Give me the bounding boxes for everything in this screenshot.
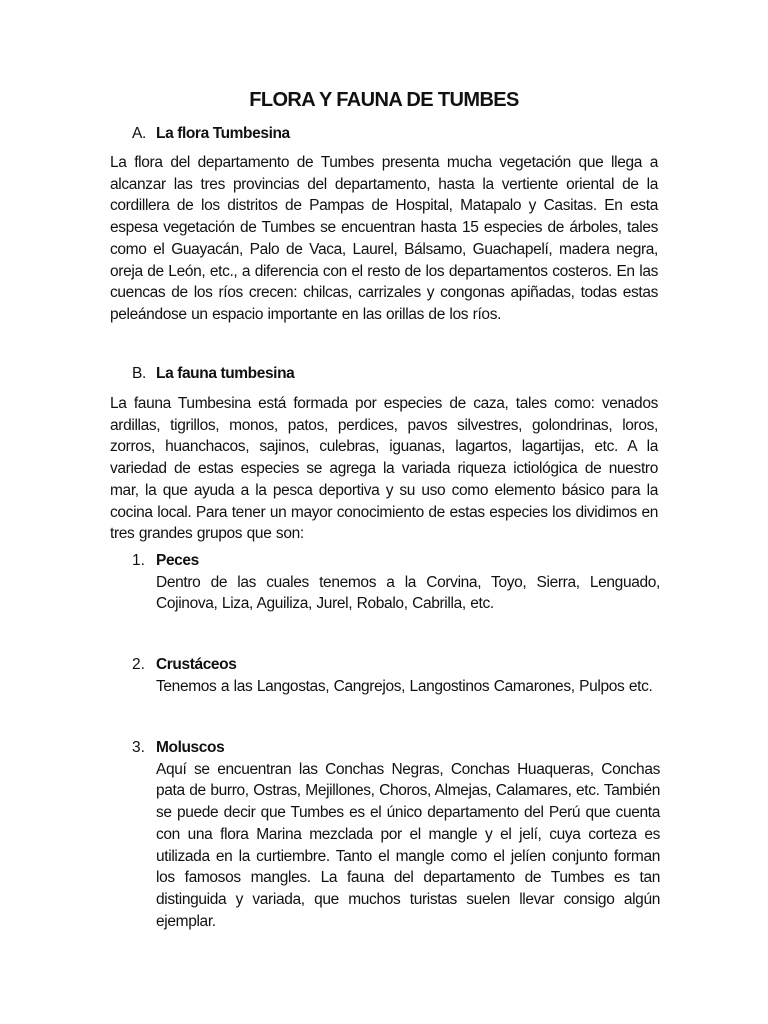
section-b-title: La fauna tumbesina [156, 365, 295, 382]
section-a-marker: A. [132, 125, 146, 142]
list-text: Tenemos a las Langostas, Cangrejos, Langostinos Camarones, Pulpos etc. [156, 677, 653, 695]
section-a-paragraph: La flora del departamento de Tumbes presenta mucha vegetación que llega a alcanzar las tres provincias del departamento, hasta la vertiente oriental de la cordillera de los distritos de Pampas de Hospital, Matapalo y Casitas. En esta espesa vegetación de Tumbes se encuentran hasta 15 especies de árboles, tales como el Guayacán, Palo de Vaca, Laurel, Bálsamo, Guachapelí, madera negra, oreja de León, etc., a diferencia con el resto de los departamentos costeros. En las cuencas de los ríos crecen: chilcas, carrizales y congonas apiñadas, todas estas peleándose un espacio importante en las orillas de los ríos. [110, 154, 658, 323]
list-number: 1. [132, 552, 145, 569]
section-b-paragraph: La fauna Tumbesina está formada por especies de caza, tales como: venados ardillas, tigrillos, monos, patos, perdices, pavos silvestres, golondrinas, loros, zorros, huanchacos, sajinos, culebras, iguanas, lagartos, lagartijas, etc. A la variedad de estas especies se agrega la variada riqueza ictiológica de nuestro mar, la que ayuda a la pesca deportiva y su uso como elemento básico para la cocina local. Para tener un mayor conocimiento de estas especies los dividimos en tres grandes grupos que son: [110, 395, 658, 543]
section-a-heading [132, 124, 290, 144]
list-title: Moluscos [156, 739, 225, 756]
section-b-marker: B. [132, 365, 146, 382]
list-text: Aquí se encuentran las Conchas Negras, Conchas Huaqueras, Conchas pata de burro, Ostras, Mejillones, Choros, Almejas, Calamares, etc. También se puede decir que Tumbes es el único departamento del Perú que cuenta con una flora Marina mezclada por el mangle y el jelí, cuya corteza es utilizada en la curtiembre. Tanto el mangle como el jelíen conjunto forman los famosos mangles. La fauna del departamento de Tumbes es tan distinguida y variada, que muchos turistas suelen llevar consigo algún ejemplar. [156, 760, 660, 930]
section-b-heading [132, 364, 294, 384]
list-title: Peces [156, 552, 199, 569]
list-number: 2. [132, 656, 145, 673]
document-title: FLORA Y FAUNA DE TUMBES [249, 89, 519, 111]
list-title: Crustáceos [156, 656, 237, 673]
list-number: 3. [132, 739, 145, 756]
section-a-title: La flora Tumbesina [156, 125, 290, 142]
list-text: Dentro de las cuales tenemos a la Corvina, Toyo, Sierra, Lenguado, Cojinova, Liza, Aguiliza, Jurel, Robalo, Cabrilla, etc. [156, 573, 660, 613]
